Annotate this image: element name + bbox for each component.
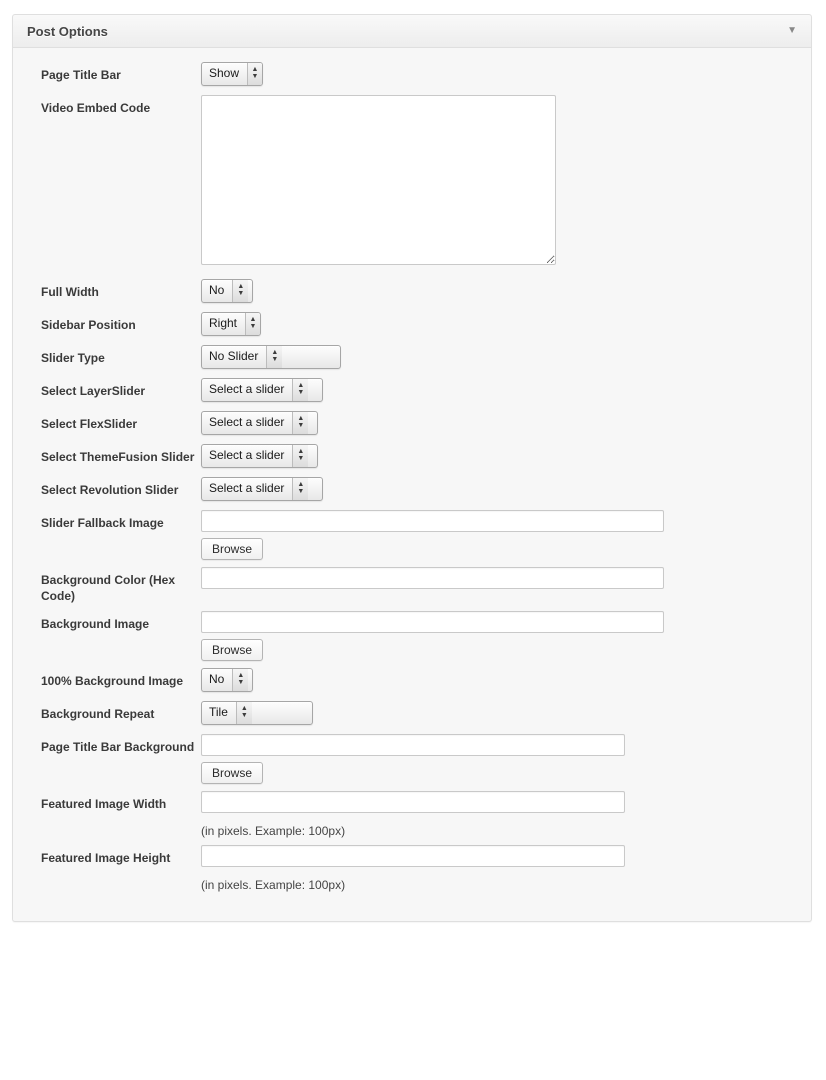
background-color-input[interactable] [201, 567, 664, 589]
featured-image-height-input[interactable] [201, 845, 625, 867]
stepper-arrows-icon: ▲ ▼ [292, 478, 308, 500]
field-row-page-title-bar-background [13, 734, 811, 784]
label-slider-type: Slider Type [41, 351, 105, 365]
label-video-embed-code: Video Embed Code [41, 101, 151, 115]
themefusion-slider-select-value: Select a slider [209, 448, 285, 462]
full-width-select-value: No [209, 283, 225, 297]
page-title: Post Options [27, 23, 108, 39]
field-row-featured-image-height [13, 845, 811, 892]
full-width-select[interactable] [201, 279, 253, 303]
chevron-down-icon[interactable]: ▼ [787, 25, 797, 36]
label-select-revolution-slider: Select Revolution Slider [41, 483, 179, 497]
background-image-input[interactable] [201, 611, 664, 633]
stepper-arrows-icon: ▲ ▼ [232, 669, 248, 691]
background-image-browse-button[interactable]: Browse [201, 639, 263, 661]
field-background-image [201, 611, 811, 661]
stepper-arrows-icon: ▲ ▼ [236, 702, 252, 724]
label-background-repeat: Background Repeat [41, 707, 155, 721]
field-select-themefusion-slider [201, 444, 811, 468]
revolution-slider-select-value: Select a slider [209, 481, 285, 495]
post-options-panel [12, 14, 812, 922]
label-select-flexslider: Select FlexSlider [41, 417, 138, 431]
label-background-image-full: 100% Background Image [41, 674, 184, 688]
stepper-arrows-icon: ▲ ▼ [232, 280, 248, 302]
flexslider-select[interactable] [201, 411, 318, 435]
page-title-bar-select-value: Show [209, 66, 240, 80]
field-full-width [201, 279, 811, 303]
stepper-arrows-icon: ▲ ▼ [292, 412, 308, 434]
field-row-background-repeat [13, 701, 811, 727]
field-row-sidebar-position [13, 312, 811, 338]
slider-fallback-image-input[interactable] [201, 510, 664, 532]
stepper-arrows-icon: ▲ ▼ [292, 445, 308, 467]
field-featured-image-width [201, 791, 811, 838]
stepper-arrows-icon: ▲ ▼ [292, 379, 308, 401]
background-image-full-select[interactable] [201, 668, 253, 692]
background-image-full-select-value: No [209, 672, 225, 686]
label-featured-image-width: Featured Image Width [41, 797, 167, 811]
field-row-background-image-full [13, 668, 811, 694]
label-featured-image-height: Featured Image Height [41, 851, 171, 865]
flexslider-select-value: Select a slider [209, 415, 285, 429]
label-page-title-bar: Page Title Bar [41, 68, 121, 82]
layerslider-select[interactable] [201, 378, 323, 402]
revolution-slider-select[interactable] [201, 477, 323, 501]
page-title-bar-background-browse-button[interactable]: Browse [201, 762, 263, 784]
field-row-video-embed-code [13, 95, 811, 265]
field-row-full-width [13, 279, 811, 305]
field-slider-type [201, 345, 811, 369]
field-row-background-image [13, 611, 811, 661]
field-background-repeat [201, 701, 811, 725]
sidebar-position-select[interactable] [201, 312, 261, 336]
featured-image-width-input[interactable] [201, 791, 625, 813]
featured-image-width-hint: (in pixels. Example: 100px) [201, 824, 346, 838]
field-row-slider-type [13, 345, 811, 371]
field-row-select-flexslider [13, 411, 811, 437]
field-page-title-bar-background [201, 734, 811, 784]
video-embed-code-textarea[interactable] [201, 95, 556, 265]
panel-body [13, 48, 811, 921]
sidebar-position-select-value: Right [209, 316, 238, 330]
featured-image-height-hint: (in pixels. Example: 100px) [201, 878, 346, 892]
themefusion-slider-select[interactable] [201, 444, 318, 468]
field-select-layerslider [201, 378, 811, 402]
background-repeat-select[interactable] [201, 701, 313, 725]
field-select-flexslider [201, 411, 811, 435]
field-row-slider-fallback-image [13, 510, 811, 560]
slider-type-select[interactable] [201, 345, 341, 369]
field-row-page-title-bar [13, 62, 811, 88]
label-slider-fallback-image: Slider Fallback Image [41, 516, 164, 530]
field-row-featured-image-width [13, 791, 811, 838]
field-row-select-layerslider [13, 378, 811, 404]
field-row-select-revolution-slider [13, 477, 811, 503]
stepper-arrows-icon: ▲ ▼ [245, 313, 260, 335]
slider-type-select-value: No Slider [209, 349, 259, 363]
label-sidebar-position: Sidebar Position [41, 318, 136, 332]
slider-fallback-image-browse-button[interactable]: Browse [201, 538, 263, 560]
label-select-themefusion-slider: Select ThemeFusion Slider [41, 450, 195, 464]
field-sidebar-position [201, 312, 811, 336]
label-full-width: Full Width [41, 285, 99, 299]
stepper-arrows-icon: ▲ ▼ [247, 63, 262, 85]
label-background-image: Background Image [41, 617, 150, 631]
field-slider-fallback-image [201, 510, 811, 560]
label-page-title-bar-background: Page Title Bar Background [41, 740, 195, 754]
field-row-background-color [13, 567, 811, 604]
layerslider-select-value: Select a slider [209, 382, 285, 396]
page-title-bar-background-input[interactable] [201, 734, 625, 756]
label-background-color: Background Color (Hex Code) [41, 573, 176, 603]
background-repeat-select-value: Tile [209, 705, 228, 719]
field-video-embed-code [201, 95, 811, 265]
field-row-select-themefusion-slider [13, 444, 811, 470]
label-select-layerslider: Select LayerSlider [41, 384, 146, 398]
stepper-arrows-icon: ▲ ▼ [266, 346, 282, 368]
field-background-image-full [201, 668, 811, 692]
page-title-bar-select[interactable] [201, 62, 263, 86]
field-page-title-bar [201, 62, 811, 86]
panel-header[interactable] [13, 15, 811, 48]
field-featured-image-height [201, 845, 811, 892]
field-select-revolution-slider [201, 477, 811, 501]
field-background-color [201, 567, 811, 589]
